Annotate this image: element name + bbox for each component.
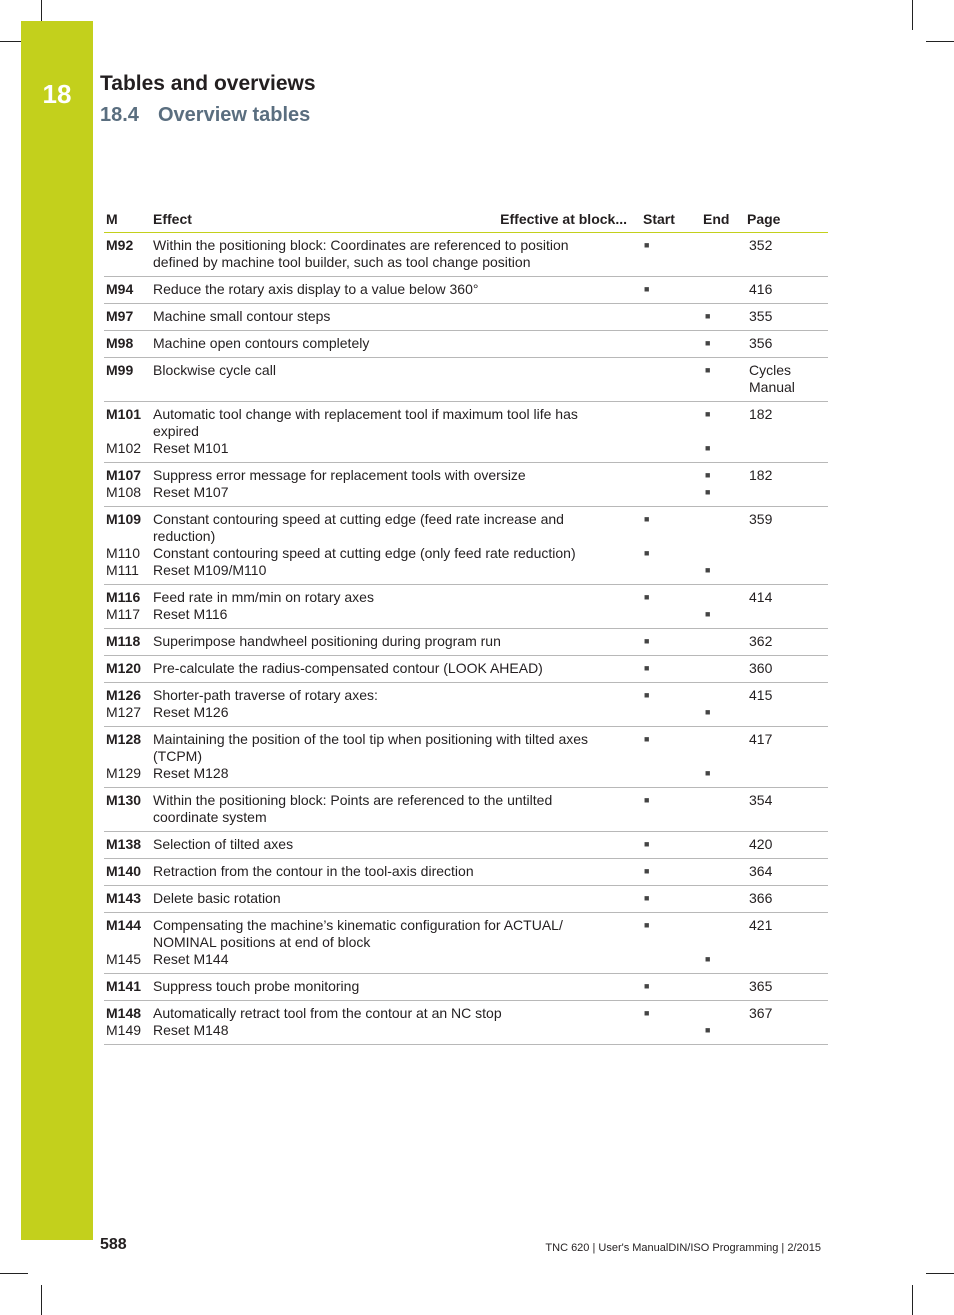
start-marker-icon (643, 423, 704, 440)
page-reference (749, 978, 829, 995)
m-code: M127 (106, 704, 142, 720)
start-marker-icon: ■ (644, 1008, 650, 1018)
page-reference (749, 890, 829, 907)
effect-text: Reset M126 (153, 704, 229, 720)
row-line (104, 978, 749, 995)
effect-text: Suppress error message for replacement tools with oversize (153, 467, 526, 483)
effect-text: Maintaining the position of the tool tip when positioning with tilted axes (153, 731, 589, 747)
start-marker-icon (643, 440, 704, 457)
page-reference (749, 511, 829, 579)
start-marker-icon: ■ (644, 839, 650, 849)
page-reference-line: 367 (749, 1005, 773, 1021)
m-code: M99 (106, 362, 134, 378)
row-line (104, 308, 749, 325)
start-marker-icon (643, 362, 704, 379)
effect-text: Feed rate in mm/min on rotary axes (153, 589, 374, 605)
page-reference (749, 237, 829, 271)
page-reference (749, 863, 829, 880)
row-line (104, 511, 749, 528)
m-code: M130 (106, 792, 142, 808)
end-marker-icon (704, 890, 749, 907)
effect-text: Reset M148 (153, 1022, 229, 1038)
start-marker-icon (643, 606, 704, 623)
table-row (104, 974, 828, 1001)
start-marker-icon: ■ (644, 866, 650, 876)
m-code: M138 (106, 836, 142, 852)
m-code (104, 254, 153, 271)
row-line (104, 1005, 749, 1022)
m-code: M128 (106, 731, 142, 747)
page-reference (749, 917, 829, 968)
crop-mark (912, 1285, 913, 1315)
start-marker-icon: ■ (644, 548, 650, 558)
page-reference (749, 660, 829, 677)
page-reference-line: Cycles (749, 362, 792, 378)
chapter-sidebar (21, 21, 93, 1240)
page-reference-line: 416 (749, 281, 773, 297)
page-reference-line: 364 (749, 863, 773, 879)
row-line (104, 863, 749, 880)
m-code: M143 (106, 890, 142, 906)
effect-text: Shorter-path traverse of rotary axes: (153, 687, 378, 703)
effect-text: Pre-calculate the radius-compensated contour (LOOK AHEAD) (153, 660, 543, 676)
row-line (104, 237, 749, 254)
effect-text: Delete basic rotation (153, 890, 281, 906)
row-line (104, 467, 749, 484)
effect-text: Selection of tilted axes (153, 836, 294, 852)
row-line (104, 362, 749, 379)
end-marker-icon (704, 1005, 749, 1022)
start-marker-icon (643, 748, 704, 765)
m-code: M108 (106, 484, 142, 500)
effect-text: Superimpose handwheel positioning during program run (153, 633, 501, 649)
page-reference (749, 836, 829, 853)
effect-text: Reduce the rotary axis display to a value below 360° (153, 281, 479, 297)
start-marker-icon: ■ (644, 592, 650, 602)
page-reference (749, 687, 829, 721)
effect-text: coordinate system (153, 809, 267, 825)
effect-text: Reset M101 (153, 440, 229, 456)
row-line (104, 748, 749, 765)
end-marker-icon: ■ (705, 565, 711, 575)
table-row (104, 304, 828, 331)
end-marker-icon (704, 809, 749, 826)
end-marker-icon: ■ (705, 338, 711, 348)
page-reference-line: 420 (749, 836, 773, 852)
section-number: 18.4 (100, 104, 139, 126)
row-line (104, 440, 749, 457)
row-line (104, 254, 749, 271)
start-marker-icon (643, 704, 704, 721)
page-reference-line: 355 (749, 308, 773, 324)
row-line (104, 406, 749, 423)
header-effect-group (153, 211, 627, 227)
chapter-title: Tables and overviews (100, 72, 316, 95)
table-row (104, 727, 828, 788)
page-reference-line: 366 (749, 890, 773, 906)
header-effect: Effect (153, 211, 192, 227)
table-row (104, 788, 828, 832)
row-line (104, 562, 749, 579)
start-marker-icon: ■ (644, 893, 650, 903)
table-row (104, 331, 828, 358)
m-code: M94 (106, 281, 134, 297)
row-line (104, 687, 749, 704)
document-info: TNC 620 | User's ManualDIN/ISO Programming | 2/2015 (545, 1242, 821, 1254)
row-line (104, 633, 749, 650)
page-reference (749, 633, 829, 650)
end-marker-icon: ■ (705, 443, 711, 453)
start-marker-icon: ■ (644, 690, 650, 700)
page-reference (749, 362, 829, 396)
end-marker-icon: ■ (705, 311, 711, 321)
end-marker-icon: ■ (705, 954, 711, 964)
start-marker-icon (643, 467, 704, 484)
crop-mark (912, 0, 913, 30)
end-marker-icon (704, 792, 749, 809)
row-line (104, 731, 749, 748)
m-code: M129 (106, 765, 142, 781)
start-marker-icon (643, 809, 704, 826)
end-marker-icon (704, 687, 749, 704)
page-reference-line: 365 (749, 978, 773, 994)
end-marker-icon (704, 836, 749, 853)
table-row (104, 832, 828, 859)
row-line (104, 423, 749, 440)
end-marker-icon: ■ (705, 768, 711, 778)
crop-mark (0, 1273, 28, 1274)
end-marker-icon (704, 281, 749, 298)
end-marker-icon: ■ (705, 707, 711, 717)
start-marker-icon (643, 254, 704, 271)
start-marker-icon: ■ (644, 795, 650, 805)
end-marker-icon (704, 917, 749, 934)
m-code (104, 423, 153, 440)
start-marker-icon: ■ (644, 981, 650, 991)
end-marker-icon (704, 545, 749, 562)
effect-text: Constant contouring speed at cutting edge (feed rate increase and (153, 511, 564, 527)
m-code: M140 (106, 863, 142, 879)
table-row (104, 683, 828, 727)
end-marker-icon: ■ (705, 487, 711, 497)
m-code: M145 (106, 951, 142, 967)
row-line (104, 951, 749, 968)
page-reference-line: 359 (749, 511, 773, 527)
crop-mark (41, 0, 42, 21)
row-line (104, 281, 749, 298)
page-reference-line: 182 (749, 406, 773, 422)
start-marker-icon: ■ (644, 514, 650, 524)
row-line (104, 792, 749, 809)
end-marker-icon (704, 633, 749, 650)
end-marker-icon (704, 254, 749, 271)
end-marker-icon (704, 423, 749, 440)
header-page: Page (747, 211, 781, 227)
table-row (104, 358, 828, 402)
section-name: Overview tables (158, 104, 311, 126)
end-marker-icon: ■ (705, 365, 711, 375)
end-marker-icon (704, 863, 749, 880)
header-effective: Effective at block... (500, 211, 627, 227)
row-line (104, 917, 749, 934)
table-row (104, 629, 828, 656)
m-code: M101 (106, 406, 142, 422)
m-code: M117 (106, 606, 140, 622)
table-body (104, 233, 828, 1045)
start-marker-icon: ■ (644, 240, 650, 250)
effect-text: Within the positioning block: Coordinates are referenced to position (153, 237, 569, 253)
table-row (104, 233, 828, 277)
start-marker-icon (643, 951, 704, 968)
effect-text: Reset M116 (153, 606, 228, 622)
effect-text: Reset M107 (153, 484, 229, 500)
end-marker-icon (704, 511, 749, 528)
start-marker-icon (643, 484, 704, 501)
row-line (104, 606, 749, 623)
table-row (104, 886, 828, 913)
effect-text: Within the positioning block: Points are referenced to the untilted (153, 792, 553, 808)
m-code: M118 (106, 633, 141, 649)
effect-text: Machine small contour steps (153, 308, 331, 324)
m-code (104, 809, 153, 826)
effect-text: reduction) (153, 528, 216, 544)
chapter-number: 18 (42, 79, 72, 109)
row-line (104, 890, 749, 907)
page-reference (749, 589, 829, 623)
effect-text: Constant contouring speed at cutting edge (only feed rate reduction) (153, 545, 576, 561)
m-code: M120 (106, 660, 142, 676)
page-reference (749, 792, 829, 826)
effect-text: Suppress touch probe monitoring (153, 978, 360, 994)
row-line (104, 704, 749, 721)
header-end: End (703, 211, 730, 227)
m-code: M110 (106, 545, 140, 561)
effect-text: Automatically retract tool from the contour at an NC stop (153, 1005, 502, 1021)
m-code: M97 (106, 308, 134, 324)
end-marker-icon: ■ (705, 470, 711, 480)
m-code: M107 (106, 467, 142, 483)
page-reference (749, 1005, 829, 1039)
row-line (104, 589, 749, 606)
table-row (104, 656, 828, 683)
effect-text: (TCPM) (153, 748, 202, 764)
m-code (104, 934, 153, 951)
row-line (104, 934, 749, 951)
table-row (104, 463, 828, 507)
m-code: M149 (106, 1022, 142, 1038)
start-marker-icon (643, 406, 704, 423)
start-marker-icon (643, 765, 704, 782)
end-marker-icon (704, 748, 749, 765)
table-row (104, 277, 828, 304)
m-code: M148 (106, 1005, 142, 1021)
start-marker-icon (643, 562, 704, 579)
page-reference (749, 467, 829, 501)
table-row (104, 859, 828, 886)
header-start: Start (643, 211, 675, 227)
end-marker-icon (704, 660, 749, 677)
end-marker-icon (704, 237, 749, 254)
end-marker-icon (704, 731, 749, 748)
start-marker-icon (643, 934, 704, 951)
row-line (104, 836, 749, 853)
m-code: M109 (106, 511, 142, 527)
row-line (104, 809, 749, 826)
m-code: M126 (106, 687, 142, 703)
start-marker-icon (643, 1022, 704, 1039)
row-line (104, 1022, 749, 1039)
page-reference (749, 308, 829, 325)
page-number: 588 (100, 1236, 127, 1253)
table-row (104, 913, 828, 974)
effect-text: Automatic tool change with replacement tool if maximum tool life has (153, 406, 578, 422)
end-marker-icon: ■ (705, 1025, 711, 1035)
end-marker-icon: ■ (705, 609, 711, 619)
crop-mark (926, 41, 954, 42)
start-marker-icon: ■ (644, 734, 650, 744)
effect-text: NOMINAL positions at end of block (153, 934, 371, 950)
effect-text: Reset M109/M110 (153, 562, 267, 578)
page-reference (749, 335, 829, 352)
m-code: M111 (106, 562, 139, 578)
header-m: M (106, 211, 118, 227)
m-code (104, 748, 153, 765)
table-header (104, 206, 828, 233)
row-line (104, 765, 749, 782)
end-marker-icon (704, 589, 749, 606)
m-code: M144 (106, 917, 142, 933)
start-marker-icon (643, 528, 704, 545)
row-line (104, 545, 749, 562)
m-code: M98 (106, 335, 134, 351)
crop-mark (926, 1273, 954, 1274)
m-code: M141 (106, 978, 142, 994)
m-code: M116 (106, 589, 141, 605)
start-marker-icon (643, 335, 704, 352)
end-marker-icon (704, 528, 749, 545)
start-marker-icon (643, 308, 704, 325)
page-reference (749, 281, 829, 298)
page-reference-line: 421 (749, 917, 773, 933)
table-row (104, 507, 828, 585)
m-code: M102 (106, 440, 142, 456)
page-reference-line: 182 (749, 467, 773, 483)
row-line (104, 660, 749, 677)
start-marker-icon: ■ (644, 636, 650, 646)
effect-text: Compensating the machine’s kinematic configuration for ACTUAL/ (153, 917, 563, 933)
end-marker-icon: ■ (705, 409, 711, 419)
table-row (104, 402, 828, 463)
end-marker-icon (704, 934, 749, 951)
page-reference (749, 731, 829, 782)
page-reference-line: 415 (749, 687, 773, 703)
page-reference-line: 356 (749, 335, 773, 351)
start-marker-icon: ■ (644, 663, 650, 673)
crop-mark (41, 1285, 42, 1315)
m-code: M92 (106, 237, 134, 253)
m-code (104, 528, 153, 545)
effect-text: expired (153, 423, 199, 439)
overview-table (104, 206, 828, 1045)
row-line (104, 335, 749, 352)
page-reference-line: 417 (749, 731, 773, 747)
page-reference (749, 406, 829, 457)
start-marker-icon: ■ (644, 284, 650, 294)
crop-mark (0, 41, 21, 42)
row-line (104, 528, 749, 545)
effect-text: defined by machine tool builder, such as tool change position (153, 254, 531, 270)
row-line (104, 484, 749, 501)
effect-text: Reset M128 (153, 765, 229, 781)
start-marker-icon: ■ (644, 920, 650, 930)
section-title (100, 104, 310, 127)
page-reference-line: 352 (749, 237, 773, 253)
effect-text: Blockwise cycle call (153, 362, 276, 378)
effect-text: Machine open contours completely (153, 335, 370, 351)
page-reference-line: 354 (749, 792, 773, 808)
end-marker-icon (704, 978, 749, 995)
page-reference-line: 362 (749, 633, 773, 649)
page-reference-line: 414 (749, 589, 773, 605)
effect-text: Retraction from the contour in the tool-axis direction (153, 863, 474, 879)
table-row (104, 585, 828, 629)
page-reference-line: 360 (749, 660, 773, 676)
effect-text: Reset M144 (153, 951, 229, 967)
page-reference-line: Manual (749, 379, 795, 395)
table-row (104, 1001, 828, 1045)
